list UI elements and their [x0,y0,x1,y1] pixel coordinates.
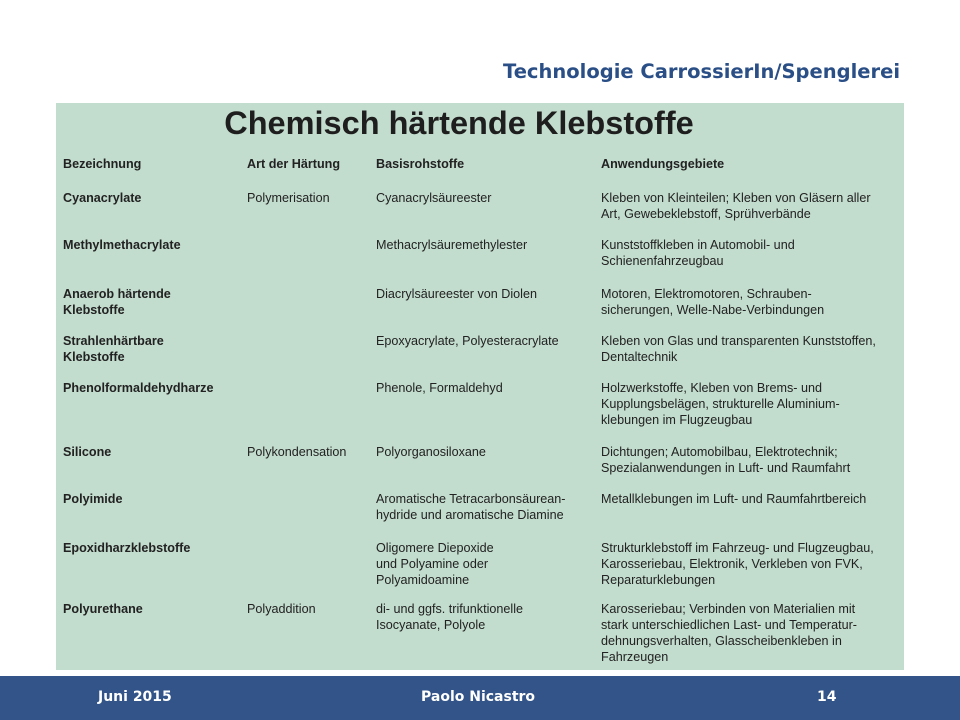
row-name: Cyanacrylate [63,191,142,205]
column-header-basisrohstoffe: Basisrohstoffe [376,157,465,171]
row-applications: Dichtungen; Automobilbau, Elektrotechnik; Spezialanwendungen in Luft- und Raumfahrt [601,445,851,475]
row-applications: Metallklebungen im Luft- und Raumfahrtbereich [601,492,867,506]
row-name: Strahlenhärtbare Klebstoffe [63,334,164,364]
row-name: Polyurethane [63,602,143,616]
row-name: Epoxidharzklebstoffe [63,541,191,555]
row-raw-materials: Epoxyacrylate, Polyesteracrylate [376,334,559,348]
row-applications: Kleben von Glas und transparenten Kunststoffen, Dentaltechnik [601,334,876,364]
footer-date: Juni 2015 [98,689,172,705]
adhesive-table-panel [56,103,904,670]
footer-author: Paolo Nicastro [421,689,536,705]
page-number: 14 [817,689,837,705]
footer-bar [0,676,960,720]
row-name: Phenolformaldehydharze [63,381,214,395]
row-name: Polyimide [63,492,123,506]
row-applications: Holzwerkstoffe, Kleben von Brems- und Kupplungsbelägen, strukturelle Aluminium- klebungen im Flugzeugbau [601,381,840,427]
column-header-haertung: Art der Härtung [247,157,341,171]
row-raw-materials: Methacrylsäuremethylester [376,238,528,252]
row-applications: Strukturklebstoff im Fahrzeug- und Flugzeugbau, Karosseriebau, Elektronik, Verkleben von FVK, Reparaturklebungen [601,541,874,587]
row-applications: Kunststoffkleben in Automobil- und Schienenfahrzeugbau [601,238,795,268]
row-hardening: Polymerisation [247,191,330,205]
row-raw-materials: Polyorganosiloxane [376,445,486,459]
row-hardening: Polykondensation [247,445,347,459]
row-name: Methylmethacrylate [63,238,181,252]
table-heading: Chemisch härtende Klebstoffe [224,105,694,141]
row-raw-materials: Aromatische Tetracarbonsäurean- hydride und aromatische Diamine [376,492,566,522]
row-hardening: Polyaddition [247,602,316,616]
row-raw-materials: di- und ggfs. trifunktionelle Isocyanate, Polyole [376,602,524,632]
row-applications: Karosseriebau; Verbinden von Materialien mit stark unterschiedlichen Last- und Temperatur- dehnungsverhalten, Glasscheibenkleben in Fahrzeugen [601,602,857,664]
row-raw-materials: Oligomere Diepoxide und Polyamine oder Polyamidoamine [376,541,494,587]
row-raw-materials: Cyanacrylsäureester [376,191,492,205]
column-header-anwendungsgebiete: Anwendungsgebiete [601,157,725,171]
row-raw-materials: Phenole, Formaldehyd [376,381,503,395]
slide-title: Technologie CarrossierIn/Spenglerei [503,60,900,83]
column-header-bezeichnung: Bezeichnung [63,157,142,171]
row-applications: Kleben von Kleinteilen; Kleben von Gläsern aller Art, Gewebeklebstoff, Sprühverbände [601,191,871,221]
row-raw-materials: Diacrylsäureester von Diolen [376,287,537,301]
row-name: Silicone [63,445,112,459]
row-name: Anaerob härtende Klebstoffe [63,287,171,317]
row-applications: Motoren, Elektromotoren, Schrauben- sicherungen, Welle-Nabe-Verbindungen [601,287,825,317]
